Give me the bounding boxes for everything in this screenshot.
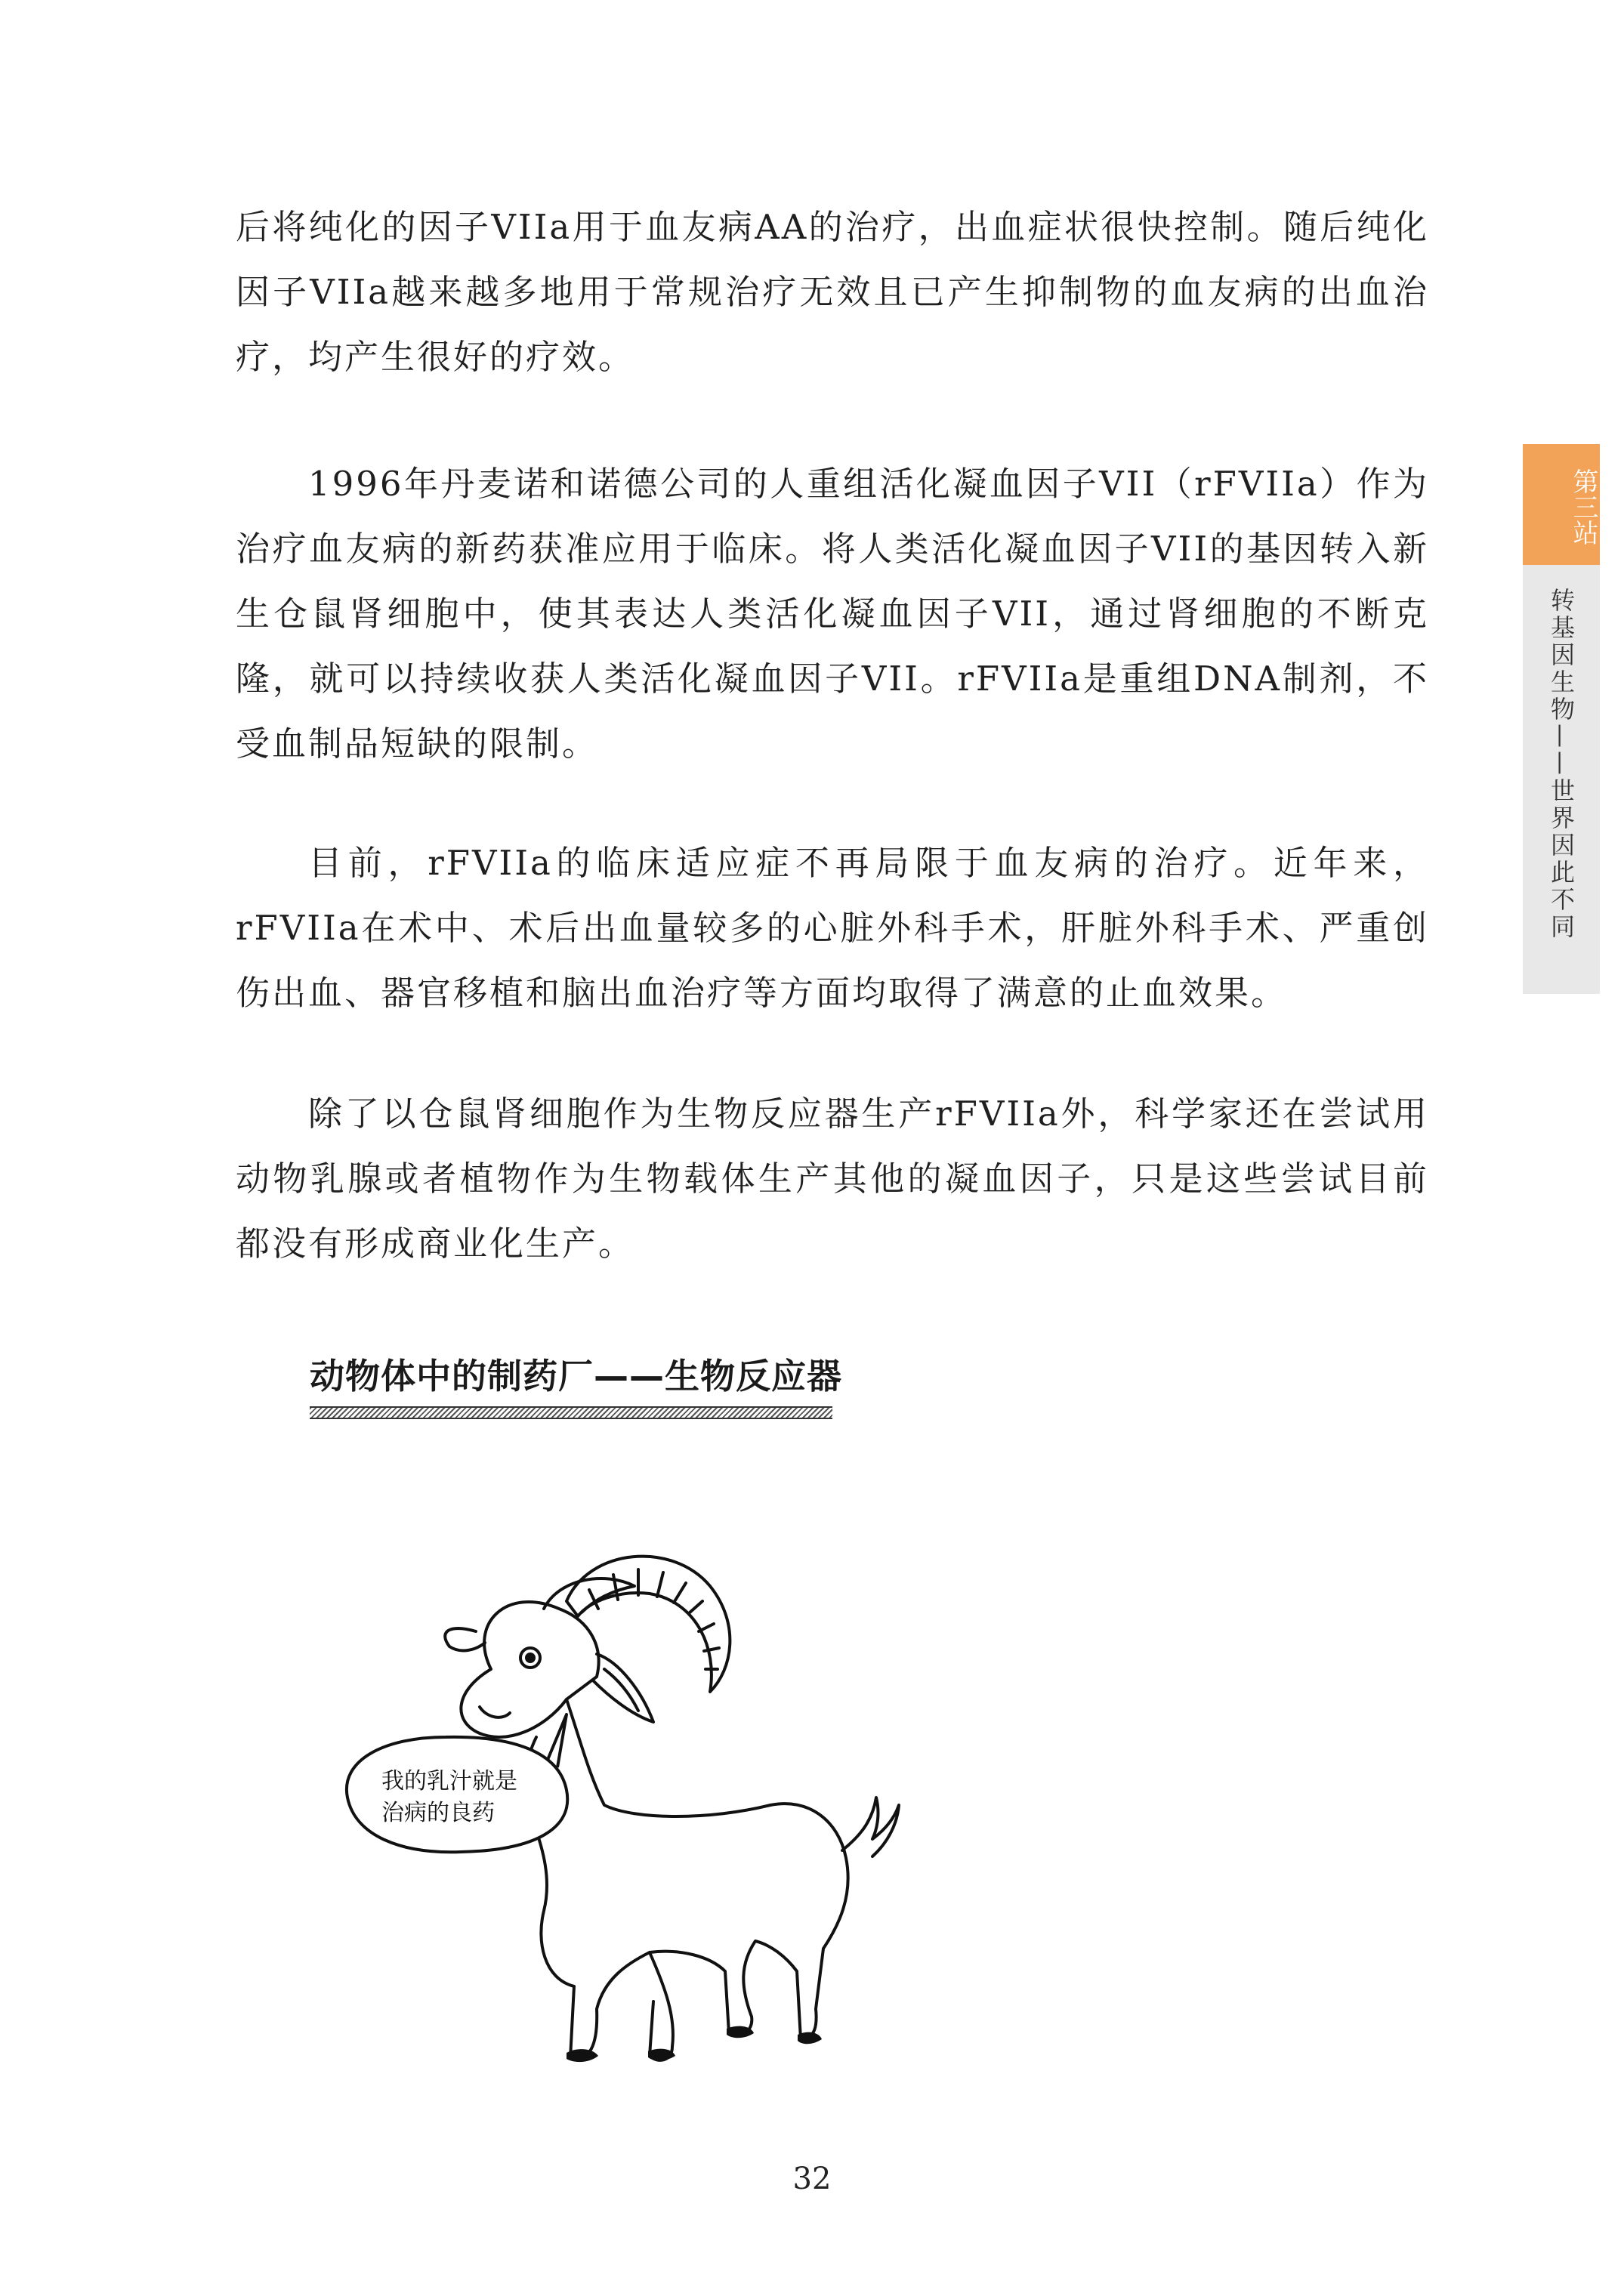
goat-illustration <box>317 1518 937 2107</box>
speech-line-1: 我的乳汁就是 <box>381 1768 517 1795</box>
goat-horn <box>567 1557 730 1692</box>
chapter-title-tab <box>1523 565 1600 994</box>
section-title: 动物体中的制药厂——生物反应器 <box>310 1356 842 1396</box>
chapter-label: 第三站 <box>1568 468 1598 545</box>
paragraph-2: 1996年丹麦诺和诺德公司的人重组活化凝血因子VII（rFVIIa）作为治疗血友病的新药获准应用于临床。将人类活化凝血因子VII的基因转入新生仓鼠肾细胞中，使其表达人类活化凝血因子VII，通过肾细胞的不断克隆，就可以持续收获人类活化凝血因子VII。rFVIIa是重组DNA制剂，不受血制品短缺的限制。 <box>236 464 1429 764</box>
goat-ear <box>445 1628 485 1650</box>
speech-line-2: 治病的良药 <box>381 1800 495 1826</box>
title-underline <box>310 1406 832 1419</box>
goat-head <box>461 1602 598 1737</box>
paragraph-4: 除了以仓鼠肾细胞作为生物反应器生产rFVIIa外，科学家还在尝试用动物乳腺或者植物作为生物载体生产其他的凝血因子，只是这些尝试目前都没有形成商业化生产。 <box>236 1094 1429 1264</box>
paragraph-1: 后将纯化的因子VIIa用于血友病AA的治疗，出血症状很快控制。随后纯化因子VIIa越来越多地用于常规治疗无效且已产生抑制物的血友病的出血治疗，均产生很好的疗效。 <box>236 207 1429 377</box>
goat-body <box>526 1699 848 2059</box>
goat-tail <box>842 1798 899 1856</box>
chapter-title: 转基因生物——世界因此不同 <box>1547 588 1576 941</box>
page-number: 32 <box>792 2162 832 2196</box>
paragraph-3: 目前，rFVIIa的临床适应症不再局限于血友病的治疗。近年来，rFVIIa在术中、术后出血量较多的心脏外科手术，肝脏外科手术、严重创伤出血、器官移植和脑出血治疗等方面均取得了满意的止血效果。 <box>236 843 1429 1013</box>
chapter-tab <box>1523 444 1600 565</box>
